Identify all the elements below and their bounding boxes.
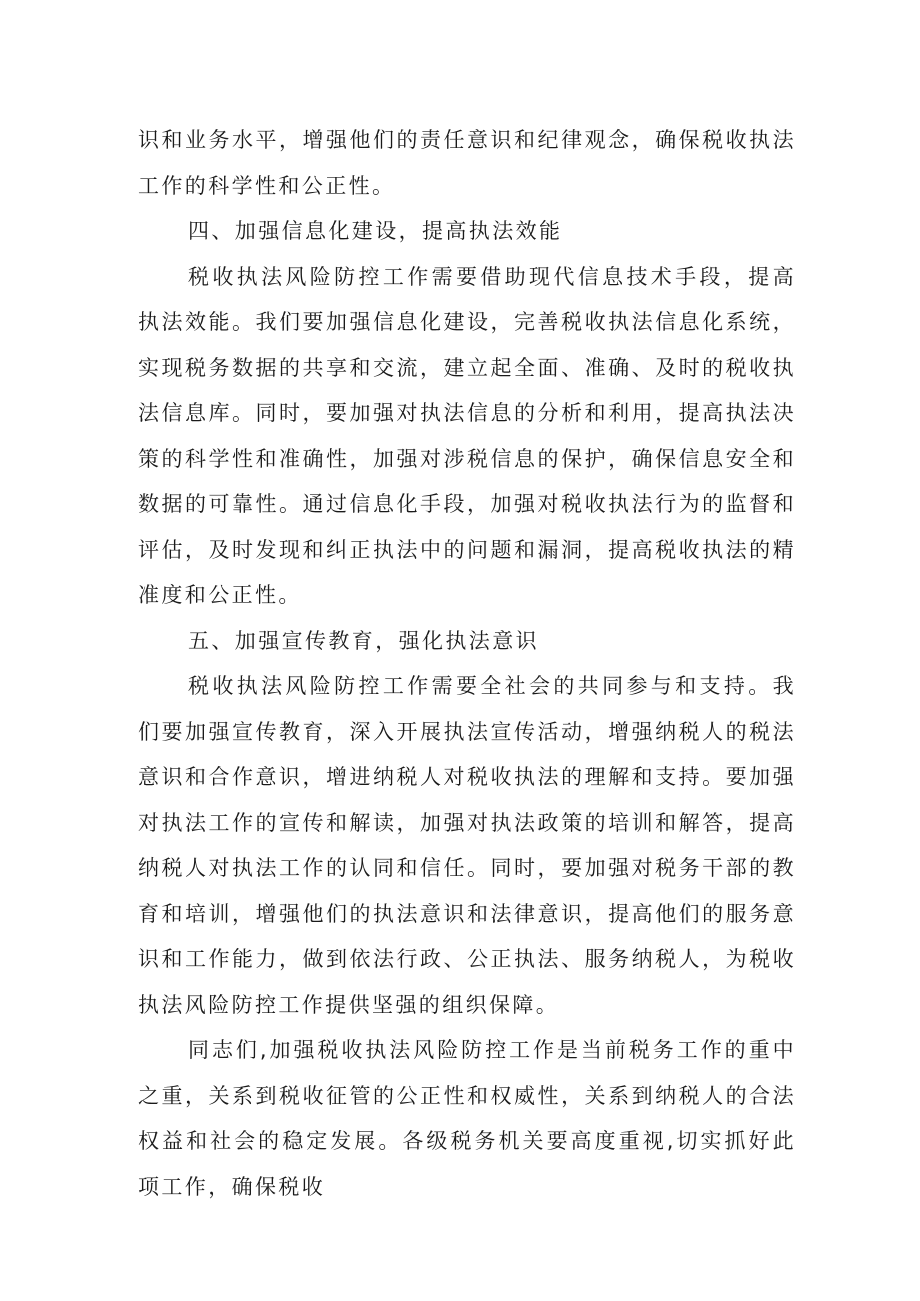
document-body [138, 118, 796, 1210]
paragraph-continuation: 识和业务水平，增强他们的责任意识和纪律观念，确保税收执法工作的科学性和公正性。 [138, 128, 796, 198]
section-heading-4: 四、加强信息化建设，提高执法效能 [188, 219, 563, 243]
paragraph-informatization: 税收执法风险防控工作需要借助现代信息技术手段，提高执法效能。我们要加强信息化建设，完善税收执法信息化系统，实现税务数据的共享和交流，建立起全面、准确、及时的税收执法信息库。同时，要加强对执法信息的分析和利用，提高执法决策的科学性和准确性，加强对涉税信息的保护，确保信息安全和数据的可靠性。通过信息化手段，加强对税收执法行为的监督和评估，及时发现和纠正执法中的问题和漏洞，提高税收执法的精准度和公正性。 [138, 264, 796, 607]
paragraph-closing: 同志们,加强税收执法风险防控工作是当前税务工作的重中之重，关系到税收征管的公正性和权威性，关系到纳税人的合法权益和社会的稳定发展。各级税务机关要高度重视,切实抓好此项工作，确保税收 [138, 1038, 796, 1199]
section-heading-5: 五、加强宣传教育，强化执法意识 [188, 628, 539, 653]
paragraph-publicity-education: 税收执法风险防控工作需要全社会的共同参与和支持。我们要加强宣传教育，深入开展执法宣传活动，增强纳税人的税法意识和合作意识，增进纳税人对税收执法的理解和支持。要加强对执法工作的宣传和解读，加强对执法政策的培训和解答，提高纳税人对执法工作的认同和信任。同时，要加强对税务干部的教育和培训，增强他们的执法意识和法律意识，提高他们的服务意识和工作能力，做到依法行政、公正执法、服务纳税人，为税收执法风险防控工作提供坚强的组织保障。 [138, 674, 796, 1017]
